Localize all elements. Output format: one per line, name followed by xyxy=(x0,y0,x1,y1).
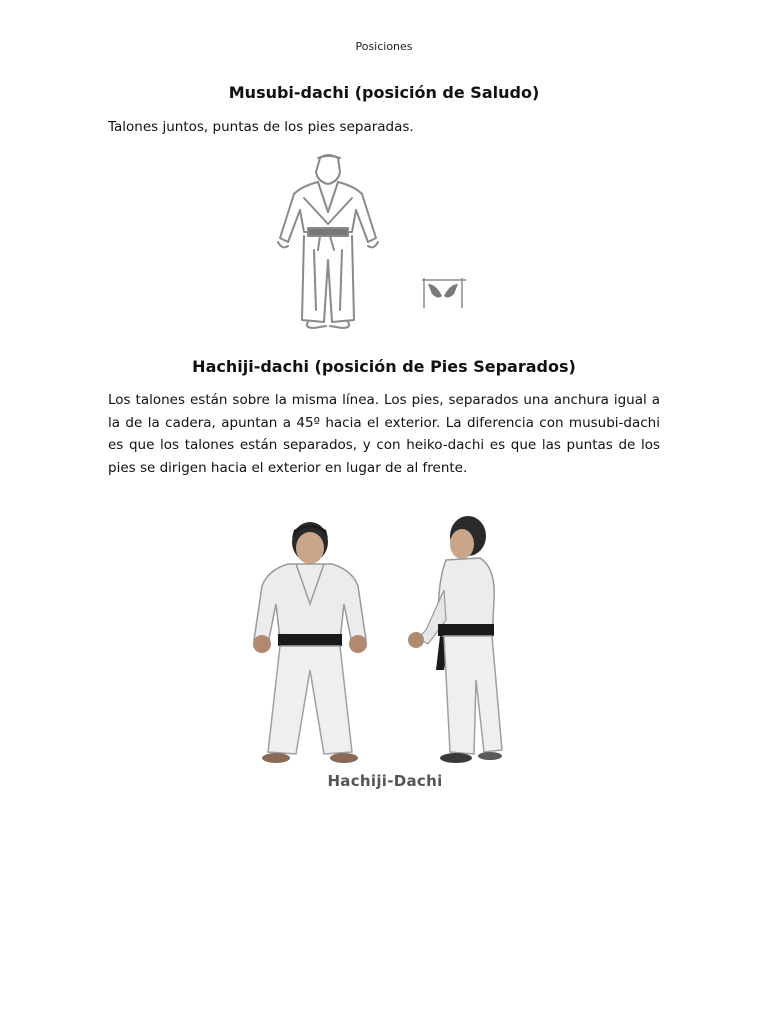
feet-position-diagram xyxy=(418,274,470,312)
karateka-side xyxy=(408,516,502,763)
section-title-musubi-dachi: Musubi-dachi (posición de Saludo) xyxy=(228,83,540,102)
musubi-dachi-figure xyxy=(268,150,388,332)
section-title-hachiji-dachi: Hachiji-dachi (posición de Pies Separados) xyxy=(192,357,576,376)
page-header: Posiciones xyxy=(355,40,413,53)
paragraph-hachiji-dachi: Los talones están sobre la misma línea. Los pies, separados una anchura igual a la de la cadera, apuntan a 45º hacia el exterior. La diferencia con musubi-dachi es que los talones están separados, y con heiko-dachi es que las puntas de los pies se dirigen hacia el exterior en lugar de al frente. xyxy=(108,392,660,476)
photo-caption: Hachiji-Dachi xyxy=(327,772,443,790)
paragraph-musubi-dachi: Talones juntos, puntas de los pies separadas. xyxy=(108,119,414,135)
karateka-front xyxy=(253,522,367,763)
hachiji-dachi-photo xyxy=(240,500,530,800)
